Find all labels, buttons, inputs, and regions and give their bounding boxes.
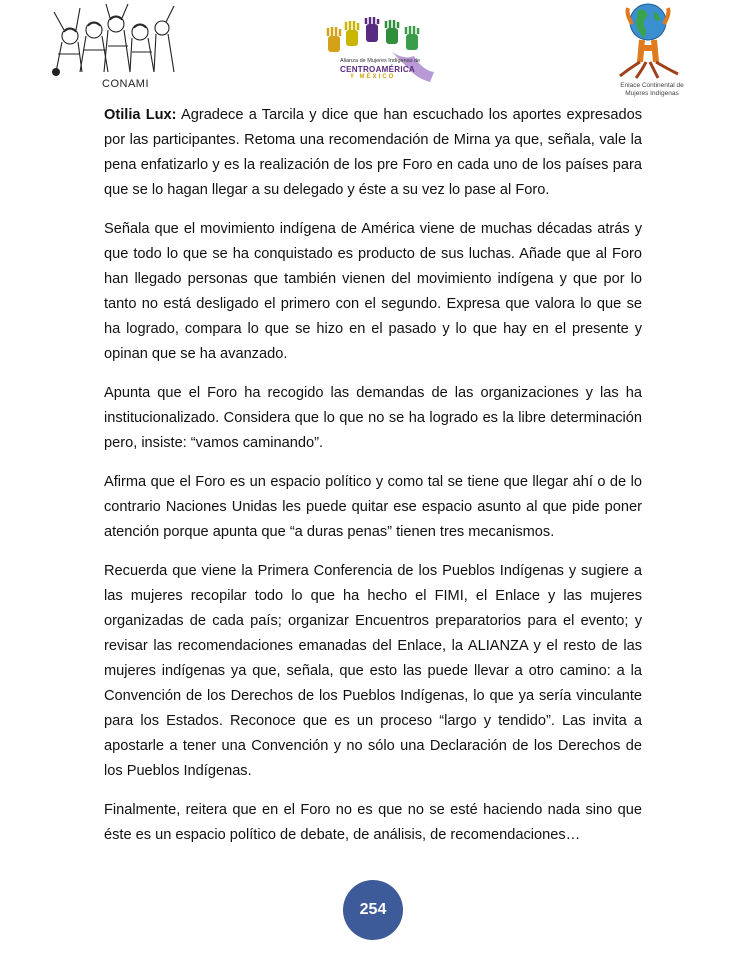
conami-logo bbox=[50, 2, 178, 92]
document-body bbox=[104, 103, 642, 862]
paragraph: Apunta que el Foro ha recogido las demandas de las organizaciones y las ha institucionalizado. Considera que lo que no se ha logrado es la libre determinación pero, insiste: “vamos caminando”. bbox=[104, 385, 642, 451]
paragraph: Finalmente, reitera que en el Foro no es que no se esté haciendo nada sino que éste es un espacio político de debate, de análisis, de recomendaciones… bbox=[104, 802, 642, 843]
paragraph: Señala que el movimiento indígena de América viene de muchas décadas atrás y que todo lo que se ha conquistado es producto de sus luchas. Añade que al Foro han llegado personas que también vienen del movimiento indígena y que por lo tanto no está desligado el primero con el segundo. Expresa que valora lo que se ha logrado, compara lo que se hizo en el pasado y lo que hay en el presente y opinan que se ha avanzado. bbox=[104, 221, 642, 362]
women-group-drawing-icon bbox=[50, 2, 178, 80]
speaker-name: Otilia Lux: bbox=[104, 107, 177, 123]
page-number-badge: 254 bbox=[343, 880, 403, 940]
enlace-caption: Enlace Continental de Mujeres Indígenas bbox=[620, 82, 684, 97]
paragraph: Recuerda que viene la Primera Conferencia de los Pueblos Indígenas y sugiere a las mujeres recopilar todo lo que ha hecho el FIMI, el Enlace y las mujeres organizadas de cada país; organizar Encuentros preparatorios para el evento; y revisar las recomendaciones emanadas del Enlace, la ALIANZA y el resto de las mujeres indígenas ya que, señala, que esto las puede llevar a otro camino: a la Convención de los Derechos de los Pueblos Indígenas, lo que ya sería vinculante para los Estados. Reconoce que es un proceso “largo y tendido”. Las invita a apostarle a tener una Convención y no sólo una Declaración de los Derechos de los Pueblos Indígenas. bbox=[104, 563, 642, 779]
globe-tree-icon bbox=[606, 2, 696, 82]
paragraph bbox=[104, 103, 642, 203]
page-header bbox=[0, 0, 746, 100]
enlace-continental-logo bbox=[606, 2, 696, 100]
alianza-line2: CENTROAMÉRICA bbox=[340, 65, 416, 74]
conami-caption: CONAMI bbox=[102, 78, 149, 90]
alianza-line1: Alianza de Mujeres Indígenas de bbox=[340, 58, 421, 64]
paragraph: Afirma que el Foro es un espacio político y como tal se tiene que llegar ahí o de lo contrario Naciones Unidas les puede quitar ese espacio asunto al que pide poner atención porque apunta que “a duras penas” tienen tres mecanismos. bbox=[104, 474, 642, 540]
alianza-line3: Y MÉXICO bbox=[350, 74, 396, 80]
paragraph-text: Agradece a Tarcila y dice que han escuchado los aportes expresados por las participantes. Retoma una recomendación de Mirna ya que, señala, vale la pena enfatizarlo y es la realización de los pre Foro en cada uno de los países para que se lo hagan llegar a su delegado y éste a su vez lo pase al Foro. bbox=[104, 107, 642, 198]
alianza-logo bbox=[322, 16, 440, 86]
